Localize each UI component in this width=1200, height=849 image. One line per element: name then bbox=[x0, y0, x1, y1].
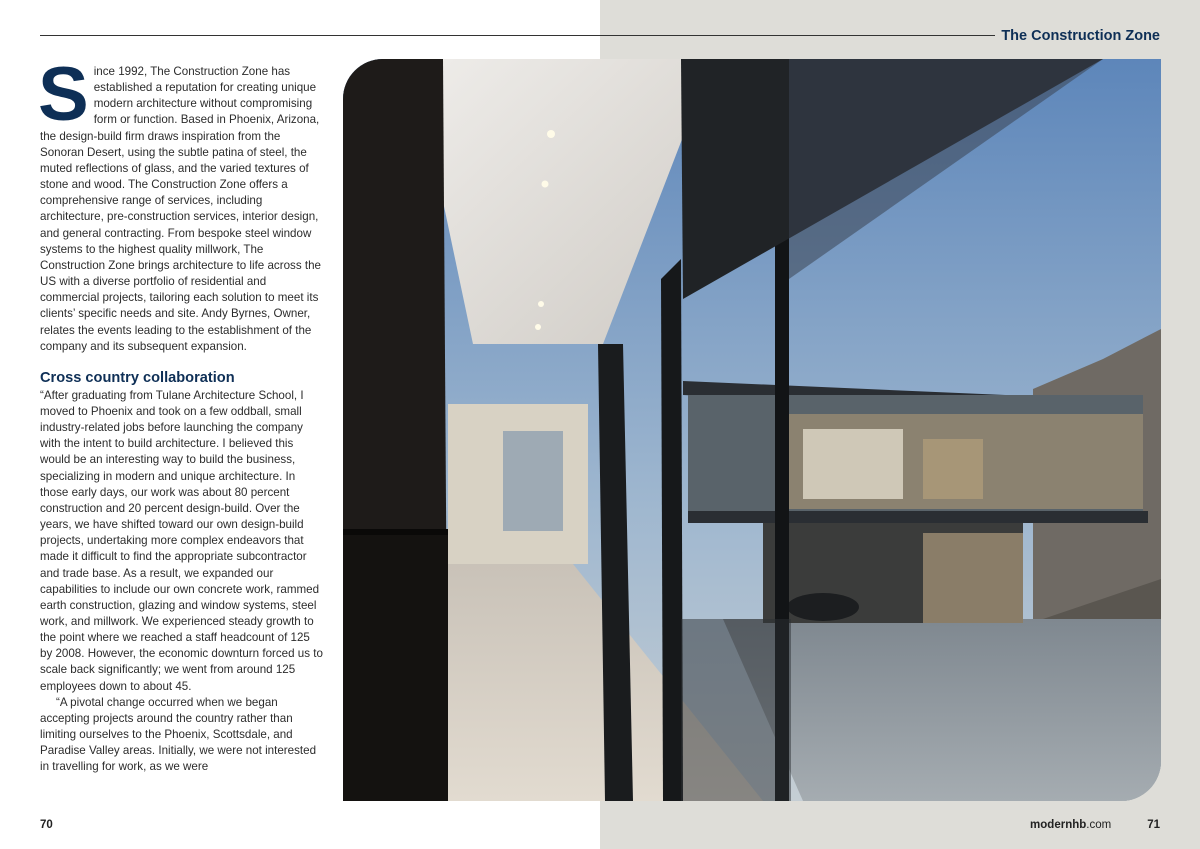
left-page-number: 70 bbox=[40, 819, 53, 831]
body-paragraph: “After graduating from Tulane Architecture School, I moved to Phoenix and took on a few oddball, small industry-related jobs before launching the company with the intent to build architecture. I believed this would be an interesting way to build the business, specializing in modern and unique architecture. In those early days, our work was about 80 percent construction and 20 percent design-build. Over the years, we have shifted toward our own design-build projects, undertaking more complex endeavors that made it difficult to find the appropriate subcontractor and trade base. As a result, we expanded our capabilities to include our own concrete work, rammed earth construction, glazing and window systems, steel work, and millwork. We experienced steady growth to the point where we reached a staff headcount of 125 by 2008. However, the economic downturn forced us to scale back significantly; we went from around 125 employees down to about 45. bbox=[40, 388, 323, 693]
site-suffix: .com bbox=[1086, 819, 1112, 831]
article-column bbox=[38, 52, 324, 776]
house-photo bbox=[343, 59, 1161, 801]
site-name: modernhb bbox=[1030, 819, 1087, 831]
body-paragraph: “A pivotal change occurred when we began accepting projects around the country rather than limiting ourselves to the Phoenix, Scottsdale, and Paradise Valley areas. Initially, we were not interested in travelling for work, as we were bbox=[40, 695, 317, 774]
intro-paragraph bbox=[38, 52, 324, 355]
header-rule bbox=[40, 35, 995, 36]
drop-cap: S bbox=[38, 52, 89, 137]
section-title: The Construction Zone bbox=[1001, 28, 1160, 44]
footer-right bbox=[1030, 819, 1160, 831]
subheading: Cross country collaboration bbox=[40, 369, 235, 386]
right-page-number: 71 bbox=[1147, 819, 1160, 831]
intro-text: ince 1992, The Construction Zone has established a reputation for creating unique modern architecture without compromising form or function. Based in Phoenix, Arizona, the design-build firm draws inspiration from the Sonoran Desert, using the subtle patina of steel, the muted reflections of glass, and the varied textures of stone and wood. The Construction Zone offers a comprehensive range of services, including architecture, pre-construction services, interior design, and general contracting. From bespoke steel window systems to the highest quality millwork, The Construction Zone brings architecture to life across the US with a diverse portfolio of residential and commercial projects, tailoring each solution to meet its clients’ specific needs and site. Andy Byrnes, Owner, relates the events leading to the establishment of the company and its subsequent expansion. bbox=[40, 65, 321, 353]
